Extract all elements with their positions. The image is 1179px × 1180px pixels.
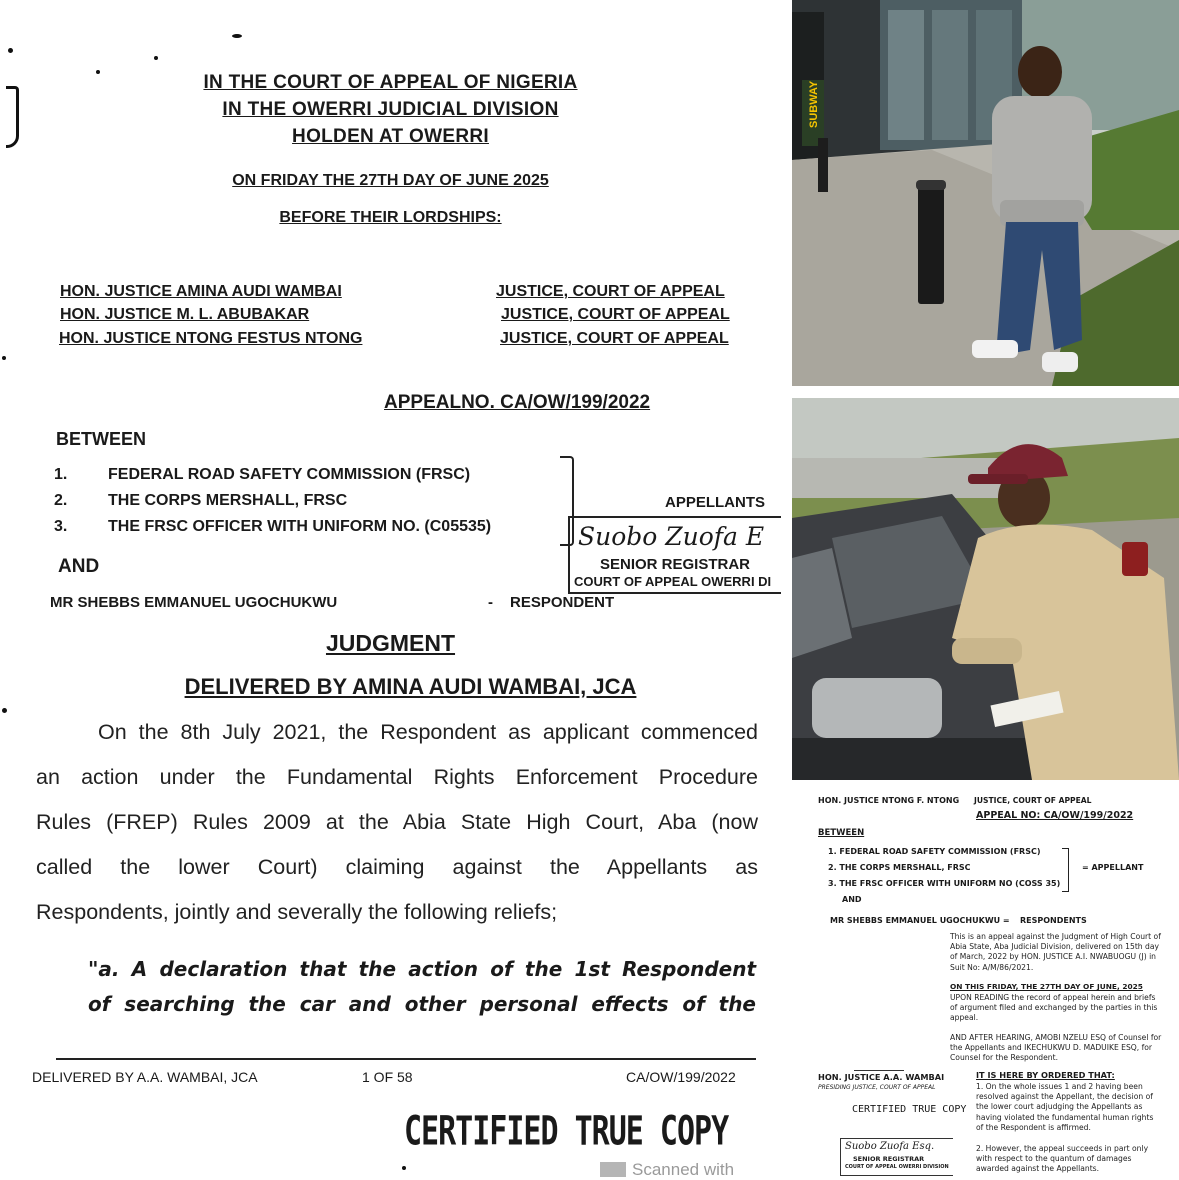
judgment-body	[36, 710, 758, 935]
justice-title: JUSTICE, COURT OF APPEAL	[501, 306, 730, 323]
relief-quote	[88, 952, 756, 1022]
doc2-order2: 2. However, the appeal succeeds in part only with respect to the quantum of damages awarded against the Appellants.	[976, 1144, 1149, 1174]
party-number: 3.	[54, 518, 68, 535]
footer-rule	[56, 1058, 756, 1060]
respondent-label: RESPONDENT	[510, 594, 615, 611]
doc2-signature-icon	[854, 1054, 904, 1071]
scanner-watermark	[600, 1160, 734, 1180]
doc2-respondent-name: MR SHEBBS EMMANUEL UGOCHUKWU =	[830, 916, 1010, 925]
scan-speck	[154, 56, 158, 60]
party-number: 2.	[54, 492, 68, 509]
subway-sign: SUBWAY	[808, 80, 820, 128]
justice-title: JUSTICE, COURT OF APPEAL	[500, 330, 729, 347]
justice-name: HON. JUSTICE NTONG FESTUS NTONG	[59, 330, 363, 347]
doc2-party: 3. THE FRSC OFFICER WITH UNIFORM NO (COSS 35)	[828, 879, 1061, 888]
doc2-ordered: IT IS HERE BY ORDERED THAT:	[976, 1070, 1115, 1080]
order-document-page	[792, 792, 1179, 1180]
doc2-date-line: ON THIS FRIDAY, THE 27TH DAY OF JUNE, 2025	[950, 982, 1143, 991]
quote-line: "a. A declaration that the action of the 1st Respondent	[88, 957, 756, 981]
between-label: BETWEEN	[56, 429, 146, 449]
doc2-and: AND	[842, 895, 862, 904]
doc2-bracket	[1062, 848, 1069, 892]
photo-man-standing	[792, 0, 1179, 386]
footer-page: 1 OF 58	[362, 1069, 413, 1085]
stamp-role: SENIOR REGISTRAR	[600, 556, 751, 573]
doc2-stamp-role: SENIOR REGISTRAR	[853, 1155, 925, 1163]
body-line: an action under the Fundamental Rights Enforcement Procedure	[36, 765, 758, 789]
and-label: AND	[58, 556, 100, 577]
before-lordships: BEFORE THEIR LORDSHIPS:	[279, 209, 502, 226]
body-line: Rules (FREP) Rules 2009 at the Abia State High Court, Aba (now	[36, 810, 758, 834]
doc2-justice-title: JUSTICE, COURT OF APPEAL	[974, 796, 1092, 805]
party-name: THE CORPS MERSHALL, FRSC	[108, 492, 348, 509]
doc2-sign-title: PRESIDING JUSTICE, COURT OF APPEAL	[818, 1084, 936, 1091]
scan-speck	[402, 1166, 406, 1170]
doc2-between: BETWEEN	[818, 828, 865, 838]
doc2-para3: AND AFTER HEARING, AMOBI NZELU ESQ of Counsel for the Appellants and IKECHUKWU D. MADUIKE ESQ, for Counsel for the Respondent.	[950, 1033, 1162, 1063]
certified-true-copy: CERTIFIED TRUE COPY	[404, 1108, 729, 1156]
photo-frsc-officer-illustration	[792, 398, 1179, 780]
party-name: THE FRSC OFFICER WITH UNIFORM NO. (C05535)	[108, 518, 492, 535]
body-line: called the lower Court) claiming against the Appellants as	[36, 855, 758, 879]
doc2-appellant: = APPELLANT	[1082, 863, 1144, 872]
appellants-label: APPELLANTS	[665, 494, 766, 511]
scanner-text: Scanned with	[632, 1160, 735, 1179]
court-name: IN THE COURT OF APPEAL OF NIGERIA	[203, 72, 578, 93]
doc2-party: 2. THE CORPS MERSHALL, FRSC	[828, 863, 971, 872]
footer-delivered: DELIVERED BY A.A. WAMBAI, JCA	[32, 1069, 258, 1085]
delivered-by-heading: DELIVERED BY AMINA AUDI WAMBAI, JCA	[184, 674, 637, 699]
court-holden: HOLDEN AT OWERRI	[292, 126, 489, 147]
stamp-court: COURT OF APPEAL OWERRI DI	[574, 574, 772, 589]
party-number: 1.	[54, 466, 68, 483]
respondent-name: MR SHEBBS EMMANUEL UGOCHUKWU	[50, 594, 338, 611]
doc2-para1: This is an appeal against the Judgment of High Court of Abia State, Aba Judicial Division, delivered on 15th day of March, 2022 by HON. JUSTICE A.I. NWABUOGU (J) in Suit No: A/M/86/2021.	[950, 932, 1161, 972]
doc2-para2: UPON READING the record of appeal herein and briefs of argument filed and exchanged by the parties in this appeal.	[950, 993, 1158, 1023]
photo-man-standing-illustration	[792, 0, 1179, 386]
body-line: On the 8th July 2021, the Respondent as applicant commenced	[98, 720, 758, 744]
justice-title: JUSTICE, COURT OF APPEAL	[496, 283, 725, 300]
doc2-stamp-court: COURT OF APPEAL OWERRI DIVISION	[845, 1164, 949, 1170]
doc2-respondents: RESPONDENTS	[1020, 916, 1087, 925]
doc2-order1: 1. On the whole issues 1 and 2 having been resolved against the Appellant, the decision of the lower court adjudging the Appellants as having violated the fundamental human rights of the Respondent is affirmed.	[976, 1082, 1154, 1132]
judgment-heading: JUDGMENT	[325, 630, 456, 656]
doc2-certified: CERTIFIED TRUE COPY	[852, 1104, 967, 1115]
photo-frsc-officer	[792, 398, 1179, 780]
doc2-party: 1. FEDERAL ROAD SAFETY COMMISSION (FRSC)	[828, 847, 1041, 856]
doc2-justice-line: HON. JUSTICE NTONG F. NTONG	[818, 796, 960, 805]
body-line: Respondents, jointly and severally the following reliefs;	[36, 900, 558, 924]
hearing-date: ON FRIDAY THE 27TH DAY OF JUNE 2025	[232, 172, 549, 189]
justice-name: HON. JUSTICE M. L. ABUBAKAR	[60, 306, 310, 323]
scan-speck	[8, 48, 13, 53]
justice-name: HON. JUSTICE AMINA AUDI WAMBAI	[60, 283, 342, 300]
party-name: FEDERAL ROAD SAFETY COMMISSION (FRSC)	[108, 466, 471, 483]
registrar-stamp	[568, 516, 781, 594]
quote-line: of searching the car and other personal effects of the	[88, 992, 756, 1016]
doc2-stamp-signature: Suobo Zuofa Esq.	[845, 1141, 935, 1152]
doc2-appeal-number: APPEAL NO: CA/OW/199/2022	[976, 810, 1134, 821]
scanner-logo-icon	[600, 1162, 626, 1177]
scan-speck	[2, 356, 6, 360]
scan-speck	[232, 34, 242, 38]
appeal-number: APPEALNO. CA/OW/199/2022	[384, 392, 651, 413]
stamp-signature: Suobo Zuofa E	[578, 522, 765, 551]
doc2-sign-name: HON. JUSTICE A.A. WAMBAI	[818, 1072, 945, 1082]
court-division: IN THE OWERRI JUDICIAL DIVISION	[222, 99, 559, 120]
footer-appeal-no: CA/OW/199/2022	[626, 1069, 736, 1085]
scan-speck	[2, 708, 7, 713]
doc2-stamp	[840, 1138, 953, 1176]
respondent-dash: -	[488, 594, 493, 611]
